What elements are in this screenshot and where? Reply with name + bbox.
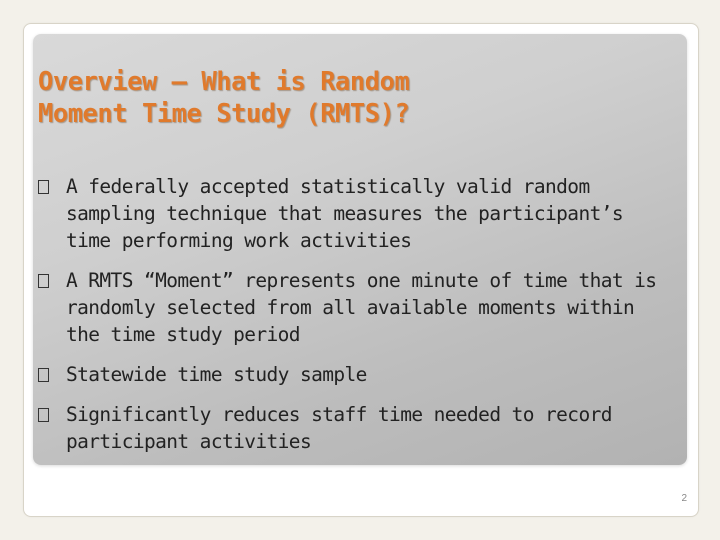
- bullet-item: [38, 361, 668, 388]
- slide-title: [38, 66, 658, 130]
- bullet-text: A RMTS “Moment” represents one minute of time that is randomly selected from all available moments within the time study period: [66, 269, 657, 346]
- bullet-text: Statewide time study sample: [66, 363, 367, 386]
- bullet-text: A federally accepted statistically valid random sampling technique that measures the participant’s time performing work activities: [66, 175, 623, 252]
- square-bullet-icon: [38, 368, 49, 382]
- title-line-2: Moment Time Study (RMTS)?: [38, 99, 410, 129]
- square-bullet-icon: [38, 274, 49, 288]
- bullet-text: Significantly reduces staff time needed to record participant activities: [66, 403, 612, 453]
- page-number: 2: [681, 493, 687, 504]
- bullet-item: [38, 173, 668, 254]
- square-bullet-icon: [38, 180, 49, 194]
- title-line-1: Overview – What is Random: [38, 67, 410, 97]
- bullet-item: [38, 267, 668, 348]
- square-bullet-icon: [38, 408, 49, 422]
- bullet-item: [38, 401, 668, 455]
- bullet-list: [38, 173, 668, 455]
